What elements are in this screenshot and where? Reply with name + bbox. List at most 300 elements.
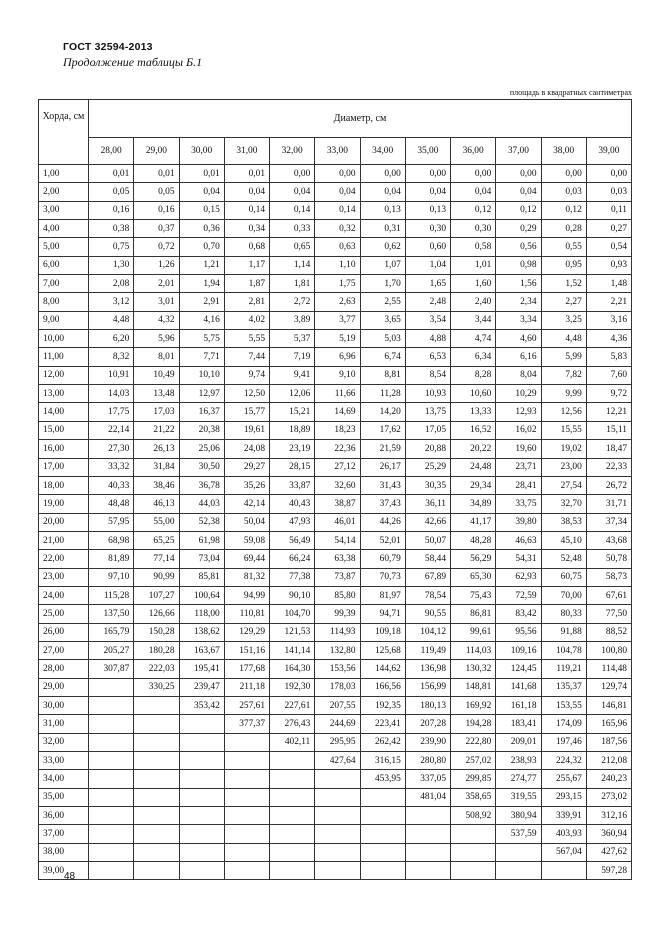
area-value-cell: 24,08 <box>224 440 269 458</box>
area-value-cell: 1,17 <box>224 256 269 274</box>
table-row <box>39 531 632 549</box>
area-value-cell: 29,27 <box>224 458 269 476</box>
area-value-cell: 0,36 <box>179 220 224 238</box>
area-value-cell: 211,18 <box>224 678 269 696</box>
area-value-cell: 0,00 <box>360 165 405 183</box>
area-value-cell: 19,61 <box>224 421 269 439</box>
area-value-cell: 1,65 <box>405 275 450 293</box>
area-value-cell: 52,38 <box>179 513 224 531</box>
area-value-cell: 141,68 <box>496 678 541 696</box>
area-value-cell: 0,11 <box>586 201 631 219</box>
area-value-cell <box>134 770 179 788</box>
area-value-cell: 1,56 <box>496 275 541 293</box>
area-value-cell: 377,37 <box>224 715 269 733</box>
area-value-cell: 97,10 <box>89 568 134 586</box>
area-value-cell: 27,30 <box>89 440 134 458</box>
table-row <box>39 513 632 531</box>
table-row <box>39 770 632 788</box>
area-value-cell: 2,08 <box>89 275 134 293</box>
area-value-cell: 80,33 <box>541 605 586 623</box>
area-value-cell: 100,64 <box>179 586 224 604</box>
area-value-cell <box>134 807 179 825</box>
area-value-cell: 197,46 <box>541 733 586 751</box>
area-value-cell: 86,81 <box>451 605 496 623</box>
diameter-header-cell: 36,00 <box>451 137 496 164</box>
area-value-cell <box>360 843 405 861</box>
area-value-cell: 337,05 <box>405 770 450 788</box>
area-value-cell: 156,99 <box>405 678 450 696</box>
area-value-cell: 17,62 <box>360 421 405 439</box>
area-value-cell: 33,87 <box>270 476 315 494</box>
table-row <box>39 311 632 329</box>
chord-cell: 16,00 <box>39 440 89 458</box>
area-value-cell: 28,41 <box>496 476 541 494</box>
area-value-cell: 0,30 <box>451 220 496 238</box>
area-value-cell: 18,47 <box>586 440 631 458</box>
table-row <box>39 605 632 623</box>
area-value-cell: 180,28 <box>134 641 179 659</box>
area-value-cell: 77,38 <box>270 568 315 586</box>
area-value-cell: 0,62 <box>360 238 405 256</box>
area-value-cell: 2,91 <box>179 293 224 311</box>
area-value-cell <box>179 807 224 825</box>
area-value-cell: 30,35 <box>405 476 450 494</box>
area-value-cell: 165,79 <box>89 623 134 641</box>
area-value-cell: 0,15 <box>179 201 224 219</box>
area-value-cell: 17,05 <box>405 421 450 439</box>
area-value-cell: 4,48 <box>541 330 586 348</box>
area-value-cell: 20,22 <box>451 440 496 458</box>
area-value-cell: 13,75 <box>405 403 450 421</box>
area-value-cell <box>179 715 224 733</box>
area-value-cell: 4,48 <box>89 311 134 329</box>
area-value-cell: 153,55 <box>541 696 586 714</box>
area-value-cell: 16,52 <box>451 421 496 439</box>
area-value-cell <box>224 752 269 770</box>
area-value-cell: 4,74 <box>451 330 496 348</box>
table-row <box>39 550 632 568</box>
area-value-cell: 9,10 <box>315 366 360 384</box>
area-value-cell <box>224 788 269 806</box>
area-value-cell: 0,03 <box>541 183 586 201</box>
chord-cell: 14,00 <box>39 403 89 421</box>
chord-cell: 35,00 <box>39 788 89 806</box>
table-row <box>39 165 632 183</box>
chord-cell: 31,00 <box>39 715 89 733</box>
area-value-cell: 0,98 <box>496 256 541 274</box>
area-value-cell <box>89 862 134 880</box>
area-value-cell: 151,16 <box>224 641 269 659</box>
chord-cell: 34,00 <box>39 770 89 788</box>
area-value-cell: 11,66 <box>315 385 360 403</box>
area-value-cell: 109,16 <box>496 641 541 659</box>
table-row <box>39 788 632 806</box>
area-value-cell: 7,60 <box>586 366 631 384</box>
area-value-cell: 124,45 <box>496 660 541 678</box>
area-value-cell: 14,03 <box>89 385 134 403</box>
area-value-cell: 238,93 <box>496 752 541 770</box>
area-value-cell: 8,32 <box>89 348 134 366</box>
area-value-cell: 21,22 <box>134 421 179 439</box>
area-value-cell: 0,28 <box>541 220 586 238</box>
area-value-cell: 0,95 <box>541 256 586 274</box>
area-value-cell <box>270 788 315 806</box>
page-number: 48 <box>64 871 76 882</box>
area-value-cell: 68,98 <box>89 531 134 549</box>
table-row <box>39 201 632 219</box>
area-value-cell: 26,17 <box>360 458 405 476</box>
area-value-cell: 0,01 <box>224 165 269 183</box>
area-value-cell <box>270 825 315 843</box>
area-value-cell: 67,61 <box>586 586 631 604</box>
area-value-cell: 16,37 <box>179 403 224 421</box>
area-value-cell: 35,26 <box>224 476 269 494</box>
area-value-cell: 174,09 <box>541 715 586 733</box>
area-value-cell: 73,04 <box>179 550 224 568</box>
area-value-cell: 0,56 <box>496 238 541 256</box>
chord-cell: 25,00 <box>39 605 89 623</box>
chord-cell: 1,00 <box>39 165 89 183</box>
area-value-cell: 125,68 <box>360 641 405 659</box>
area-value-cell: 38,46 <box>134 476 179 494</box>
area-value-cell: 212,08 <box>586 752 631 770</box>
area-value-cell: 15,77 <box>224 403 269 421</box>
area-value-cell: 299,85 <box>451 770 496 788</box>
area-value-cell: 5,37 <box>270 330 315 348</box>
area-value-cell: 73,87 <box>315 568 360 586</box>
area-value-cell: 0,12 <box>541 201 586 219</box>
area-value-cell: 4,88 <box>405 330 450 348</box>
area-value-cell: 0,72 <box>134 238 179 256</box>
table-continuation-caption: Продолжение таблицы Б.1 <box>63 55 203 69</box>
area-value-cell: 25,29 <box>405 458 450 476</box>
chord-cell: 30,00 <box>39 696 89 714</box>
area-value-cell: 0,05 <box>89 183 134 201</box>
area-value-cell: 0,16 <box>134 201 179 219</box>
area-value-cell <box>315 825 360 843</box>
area-value-cell: 169,92 <box>451 696 496 714</box>
area-value-cell: 2,27 <box>541 293 586 311</box>
chord-cell: 8,00 <box>39 293 89 311</box>
area-value-cell: 166,56 <box>360 678 405 696</box>
area-value-cell: 7,44 <box>224 348 269 366</box>
chord-cell: 15,00 <box>39 421 89 439</box>
chord-cell: 7,00 <box>39 275 89 293</box>
area-value-cell: 183,41 <box>496 715 541 733</box>
area-value-cell: 57,95 <box>89 513 134 531</box>
area-value-cell: 42,66 <box>405 513 450 531</box>
area-value-cell: 43,68 <box>586 531 631 549</box>
area-value-cell <box>541 862 586 880</box>
area-value-cell: 0,93 <box>586 256 631 274</box>
area-value-cell: 63,38 <box>315 550 360 568</box>
area-value-cell: 34,89 <box>451 495 496 513</box>
area-value-cell: 3,65 <box>360 311 405 329</box>
area-value-cell: 427,64 <box>315 752 360 770</box>
standard-code: ГОСТ 32594-2013 <box>63 41 153 53</box>
area-value-cell: 257,02 <box>451 752 496 770</box>
area-value-cell: 144,62 <box>360 660 405 678</box>
diameter-header-cell: 37,00 <box>496 137 541 164</box>
unit-note: площадь в квадратных сантиметрах <box>509 88 632 97</box>
area-value-cell: 5,19 <box>315 330 360 348</box>
area-value-cell: 90,10 <box>270 586 315 604</box>
table-row <box>39 733 632 751</box>
area-value-cell: 0,54 <box>586 238 631 256</box>
area-value-cell: 67,89 <box>405 568 450 586</box>
chord-cell: 9,00 <box>39 311 89 329</box>
area-value-cell: 72,59 <box>496 586 541 604</box>
area-value-cell: 2,21 <box>586 293 631 311</box>
area-value-cell: 28,15 <box>270 458 315 476</box>
area-value-cell: 1,01 <box>451 256 496 274</box>
table-row <box>39 421 632 439</box>
area-value-cell: 31,84 <box>134 458 179 476</box>
area-value-cell: 262,42 <box>360 733 405 751</box>
area-value-cell <box>224 770 269 788</box>
area-value-cell <box>89 678 134 696</box>
chord-cell: 23,00 <box>39 568 89 586</box>
area-value-cell: 537,59 <box>496 825 541 843</box>
area-value-cell: 0,04 <box>405 183 450 201</box>
area-value-cell: 69,44 <box>224 550 269 568</box>
area-value-cell: 19,02 <box>541 440 586 458</box>
area-value-cell: 60,79 <box>360 550 405 568</box>
area-value-cell: 7,82 <box>541 366 586 384</box>
area-value-cell: 192,30 <box>270 678 315 696</box>
area-value-cell: 4,02 <box>224 311 269 329</box>
area-value-cell: 1,26 <box>134 256 179 274</box>
area-value-cell: 70,00 <box>541 586 586 604</box>
diameter-header-cell: 28,00 <box>89 137 134 164</box>
area-value-cell: 0,04 <box>360 183 405 201</box>
chord-cell: 29,00 <box>39 678 89 696</box>
chord-cell: 26,00 <box>39 623 89 641</box>
area-value-cell: 3,25 <box>541 311 586 329</box>
diameter-header-cell: 35,00 <box>405 137 450 164</box>
area-value-cell: 255,67 <box>541 770 586 788</box>
area-value-cell: 240,23 <box>586 770 631 788</box>
area-value-cell <box>224 843 269 861</box>
table-row <box>39 752 632 770</box>
area-value-cell: 52,48 <box>541 550 586 568</box>
area-value-cell: 115,28 <box>89 586 134 604</box>
area-value-cell: 227,61 <box>270 696 315 714</box>
table-header-row <box>39 100 632 138</box>
area-value-cell: 41,17 <box>451 513 496 531</box>
area-value-cell: 222,80 <box>451 733 496 751</box>
table-row <box>39 696 632 714</box>
area-value-cell: 138,62 <box>179 623 224 641</box>
area-value-cell <box>89 843 134 861</box>
area-value-cell: 54,14 <box>315 531 360 549</box>
area-value-cell: 3,12 <box>89 293 134 311</box>
area-value-cell <box>270 752 315 770</box>
area-value-cell <box>224 862 269 880</box>
area-value-cell: 2,34 <box>496 293 541 311</box>
area-value-cell: 17,75 <box>89 403 134 421</box>
area-value-cell: 32,70 <box>541 495 586 513</box>
area-value-cell: 0,55 <box>541 238 586 256</box>
area-value-cell: 353,42 <box>179 696 224 714</box>
chord-cell: 11,00 <box>39 348 89 366</box>
area-value-cell: 56,49 <box>270 531 315 549</box>
chord-cell: 21,00 <box>39 531 89 549</box>
area-value-cell: 312,16 <box>586 807 631 825</box>
area-value-cell: 293,15 <box>541 788 586 806</box>
area-value-cell: 46,13 <box>134 495 179 513</box>
table-row <box>39 862 632 880</box>
chord-cell: 2,00 <box>39 183 89 201</box>
area-value-cell: 50,78 <box>586 550 631 568</box>
area-value-cell: 0,14 <box>270 201 315 219</box>
area-value-cell: 2,01 <box>134 275 179 293</box>
area-value-cell: 23,19 <box>270 440 315 458</box>
area-value-cell: 20,88 <box>405 440 450 458</box>
area-value-cell: 23,00 <box>541 458 586 476</box>
area-value-cell: 360,94 <box>586 825 631 843</box>
area-value-cell: 148,81 <box>451 678 496 696</box>
area-value-cell: 192,35 <box>360 696 405 714</box>
area-value-cell: 0,01 <box>179 165 224 183</box>
area-value-cell: 38,53 <box>541 513 586 531</box>
area-value-cell <box>270 862 315 880</box>
area-value-cell: 100,80 <box>586 641 631 659</box>
area-value-cell: 15,55 <box>541 421 586 439</box>
area-value-cell: 146,81 <box>586 696 631 714</box>
area-value-cell: 65,25 <box>134 531 179 549</box>
area-value-cell: 2,81 <box>224 293 269 311</box>
area-value-cell: 13,48 <box>134 385 179 403</box>
area-value-cell <box>89 715 134 733</box>
area-value-cell: 94,99 <box>224 586 269 604</box>
area-value-cell: 3,77 <box>315 311 360 329</box>
area-value-cell <box>360 807 405 825</box>
area-value-cell: 0,12 <box>496 201 541 219</box>
table-row <box>39 623 632 641</box>
table-row <box>39 293 632 311</box>
area-value-cell: 44,03 <box>179 495 224 513</box>
chord-cell: 12,00 <box>39 366 89 384</box>
area-value-cell: 307,87 <box>89 660 134 678</box>
table-row <box>39 641 632 659</box>
area-value-cell: 62,93 <box>496 568 541 586</box>
area-value-cell: 0,04 <box>315 183 360 201</box>
area-value-cell: 15,21 <box>270 403 315 421</box>
table-row <box>39 366 632 384</box>
area-value-cell: 31,71 <box>586 495 631 513</box>
area-value-cell <box>315 843 360 861</box>
area-value-cell <box>179 770 224 788</box>
area-value-cell: 12,06 <box>270 385 315 403</box>
area-value-cell: 121,53 <box>270 623 315 641</box>
area-value-cell: 85,81 <box>179 568 224 586</box>
area-value-cell: 0,13 <box>360 201 405 219</box>
area-value-cell: 0,68 <box>224 238 269 256</box>
area-value-cell: 567,04 <box>541 843 586 861</box>
area-value-cell: 118,00 <box>179 605 224 623</box>
area-value-cell: 161,18 <box>496 696 541 714</box>
area-value-cell: 224,32 <box>541 752 586 770</box>
table-row <box>39 330 632 348</box>
area-value-cell <box>270 807 315 825</box>
area-value-cell: 129,74 <box>586 678 631 696</box>
area-value-cell: 3,01 <box>134 293 179 311</box>
area-value-cell <box>496 862 541 880</box>
area-value-cell: 50,07 <box>405 531 450 549</box>
area-value-cell: 1,04 <box>405 256 450 274</box>
area-value-cell: 78,54 <box>405 586 450 604</box>
area-value-cell: 110,81 <box>224 605 269 623</box>
area-value-cell: 104,70 <box>270 605 315 623</box>
table-row <box>39 715 632 733</box>
diameter-header-cell: 39,00 <box>586 137 631 164</box>
area-value-cell: 135,37 <box>541 678 586 696</box>
area-value-cell: 18,89 <box>270 421 315 439</box>
chord-cell: 20,00 <box>39 513 89 531</box>
area-value-cell: 2,63 <box>315 293 360 311</box>
area-value-cell: 163,67 <box>179 641 224 659</box>
area-value-cell: 70,73 <box>360 568 405 586</box>
area-value-cell: 22,33 <box>586 458 631 476</box>
area-value-cell: 0,13 <box>405 201 450 219</box>
area-value-cell: 330,25 <box>134 678 179 696</box>
area-value-cell: 14,69 <box>315 403 360 421</box>
area-value-cell: 0,04 <box>224 183 269 201</box>
area-value-cell: 75,43 <box>451 586 496 604</box>
area-value-cell: 280,80 <box>405 752 450 770</box>
area-value-cell: 0,70 <box>179 238 224 256</box>
area-value-cell: 0,00 <box>586 165 631 183</box>
area-value-cell: 207,55 <box>315 696 360 714</box>
area-value-cell: 77,14 <box>134 550 179 568</box>
chord-cell: 24,00 <box>39 586 89 604</box>
area-value-cell: 194,28 <box>451 715 496 733</box>
area-value-cell: 0,27 <box>586 220 631 238</box>
area-value-cell: 3,16 <box>586 311 631 329</box>
area-value-cell: 207,28 <box>405 715 450 733</box>
area-value-cell: 209,01 <box>496 733 541 751</box>
area-value-cell: 11,28 <box>360 385 405 403</box>
area-value-cell: 0,65 <box>270 238 315 256</box>
area-value-cell: 1,30 <box>89 256 134 274</box>
area-value-cell: 48,48 <box>89 495 134 513</box>
diameter-header-cell: 32,00 <box>270 137 315 164</box>
area-value-cell: 29,34 <box>451 476 496 494</box>
area-value-cell: 1,60 <box>451 275 496 293</box>
area-value-cell <box>360 788 405 806</box>
area-value-cell: 4,60 <box>496 330 541 348</box>
table-row <box>39 678 632 696</box>
area-value-cell: 5,03 <box>360 330 405 348</box>
table-row <box>39 807 632 825</box>
area-value-cell: 12,97 <box>179 385 224 403</box>
area-value-cell: 0,33 <box>270 220 315 238</box>
area-value-cell: 5,55 <box>224 330 269 348</box>
area-value-cell: 95,56 <box>496 623 541 641</box>
area-value-cell <box>89 788 134 806</box>
area-value-cell <box>315 807 360 825</box>
area-value-cell: 0,04 <box>179 183 224 201</box>
area-value-cell: 37,43 <box>360 495 405 513</box>
area-value-cell: 0,14 <box>224 201 269 219</box>
area-value-cell: 38,87 <box>315 495 360 513</box>
area-value-cell: 5,75 <box>179 330 224 348</box>
area-value-cell: 126,66 <box>134 605 179 623</box>
area-value-cell: 10,29 <box>496 385 541 403</box>
area-value-cell: 66,24 <box>270 550 315 568</box>
area-value-cell: 40,43 <box>270 495 315 513</box>
